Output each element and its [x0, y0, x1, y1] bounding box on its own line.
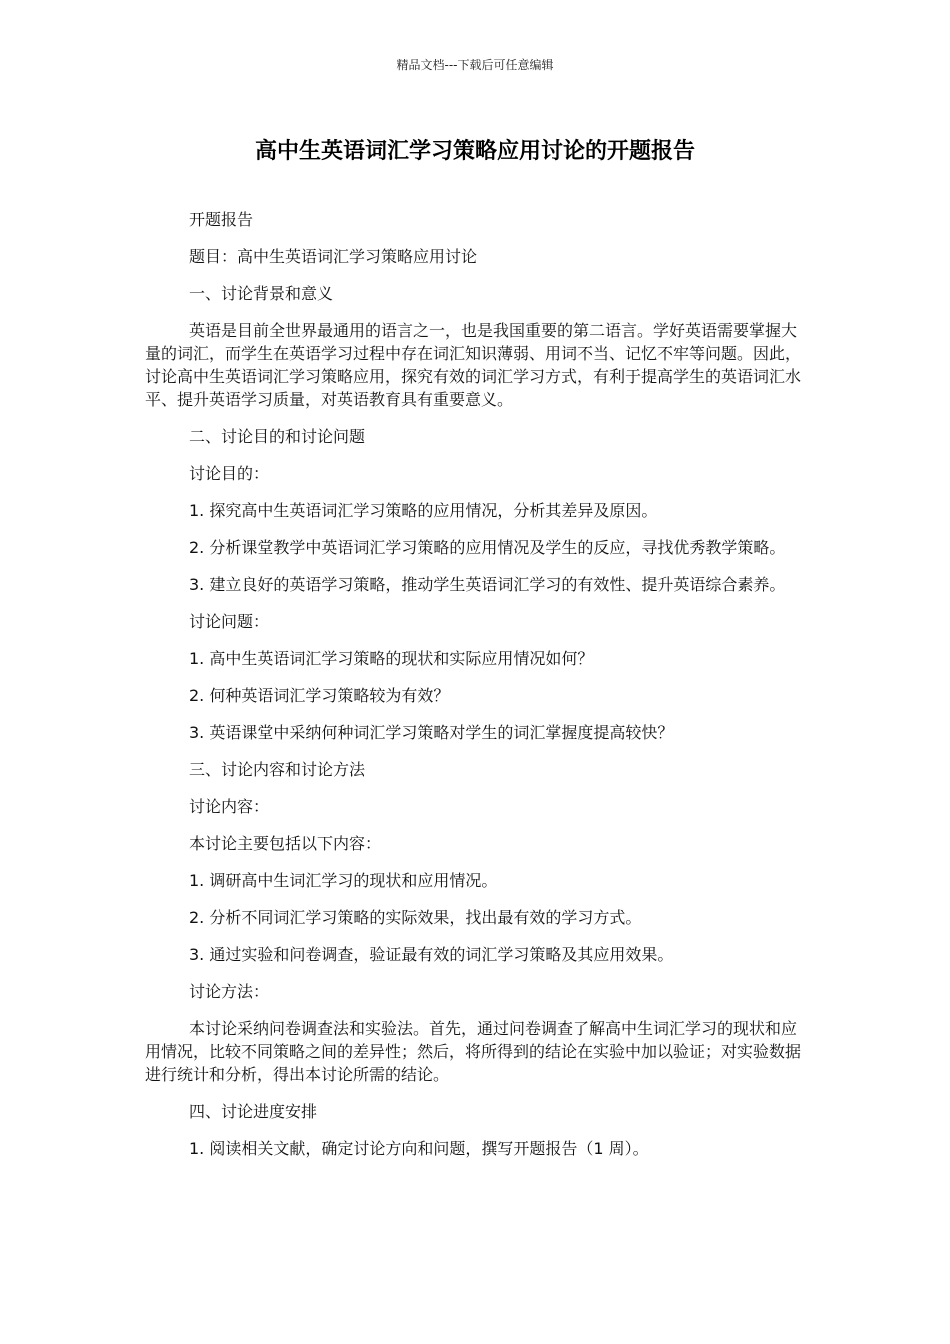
paragraph: 本讨论主要包括以下内容： — [189, 834, 382, 853]
section-heading: 二、讨论目的和讨论问题 — [189, 427, 366, 446]
paragraph: 讨论目的： — [189, 464, 270, 483]
list-item: 2. 分析不同词汇学习策略的实际效果，找出最有效的学习方式。 — [189, 908, 642, 927]
list-item: 2. 何种英语词汇学习策略较为有效？ — [189, 686, 450, 705]
paragraph: 讨论问题： — [189, 612, 270, 631]
section-heading: 三、讨论内容和讨论方法 — [189, 760, 366, 779]
list-item: 1. 阅读相关文献，确定讨论方向和问题，撰写开题报告（1 周）。 — [189, 1139, 649, 1158]
list-item: 3. 英语课堂中采纳何种词汇学习策略对学生的词汇掌握度提高较快？ — [189, 723, 674, 742]
document-title: 高中生英语词汇学习策略应用讨论的开题报告 — [254, 139, 695, 164]
page-header: 精品文档---下载后可任意编辑 — [396, 58, 554, 72]
paragraph: 开题报告 — [189, 210, 254, 229]
section-heading: 四、讨论进度安排 — [189, 1102, 318, 1121]
document-body — [145, 208, 807, 1174]
paragraph: 讨论方法： — [189, 982, 270, 1001]
list-item: 1. 高中生英语词汇学习策略的现状和实际应用情况如何？ — [189, 649, 594, 668]
paragraph: 题目：高中生英语词汇学习策略应用讨论 — [189, 247, 478, 266]
list-item: 2. 分析课堂教学中英语词汇学习策略的应用情况及学生的反应，寻找优秀教学策略。 — [189, 538, 786, 557]
paragraph: 讨论内容： — [189, 797, 270, 816]
list-item: 3. 通过实验和问卷调查，验证最有效的词汇学习策略及其应用效果。 — [189, 945, 674, 964]
paragraph: 英语是目前全世界最通用的语言之一，也是我国重要的第二语言。学好英语需要掌握大量的词汇，而学生在英语学习过程中存在词汇知识薄弱、用词不当、记忆不牢等问题。因此，讨论高中生英语词汇学习策略应用，探究有效的词汇学习方式，有利于提高学生的英语词汇水平、提升英语学习质量，对英语教育具有重要意义。 — [145, 321, 802, 409]
list-item: 3. 建立良好的英语学习策略，推动学生英语词汇学习的有效性、提升英语综合素养。 — [189, 575, 786, 594]
list-item: 1. 探究高中生英语词汇学习策略的应用情况，分析其差异及原因。 — [189, 501, 658, 520]
paragraph: 本讨论采纳问卷调查法和实验法。首先，通过问卷调查了解高中生词汇学习的现状和应用情况，比较不同策略之间的差异性；然后，将所得到的结论在实验中加以验证；对实验数据进行统计和分析，得出本讨论所需的结论。 — [145, 1019, 802, 1084]
list-item: 1. 调研高中生词汇学习的现状和应用情况。 — [189, 871, 498, 890]
section-heading: 一、讨论背景和意义 — [189, 284, 334, 303]
